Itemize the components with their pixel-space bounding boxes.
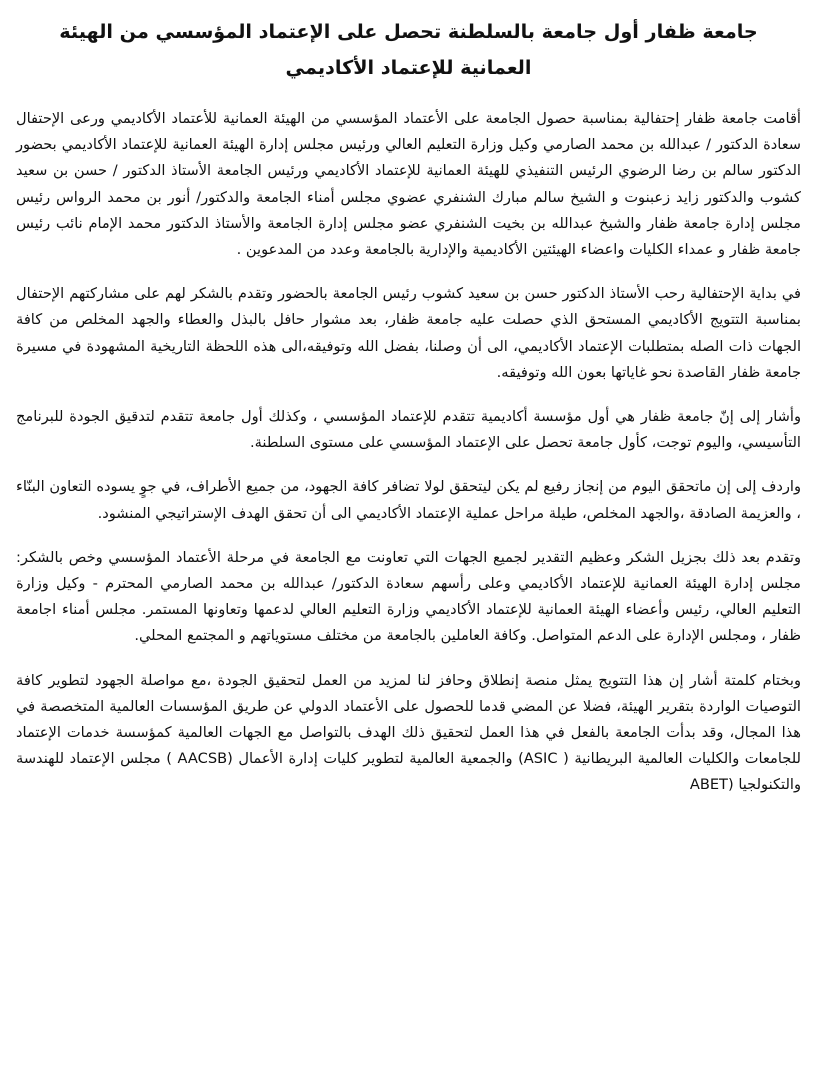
paragraph-closing: وبختام كلمتة أشار إن هذا التتويج يمثل منصة إنطلاق وحافز لنا لمزيد من العمل لتحقيق الجودة ،مع مواصلة الجهود لتطوير كافة التوصيات الواردة بتقرير الهيئة، فضلا عن المضي قدما للحصول على الأعتماد الدولي عن طريق المؤسسات العالمية المتخصصة في هذا المجال، وقد بدأت الجامعة بالفعل في هذا العمل لتحقيق ذلك الهدف بالتواصل مع الجهات العالمية كمؤسسة خدمات الإعتماد للجامعات والكليات العالمية البريطانية ( ASIC) والجمعية العالمية لتطوير كليات إدارة الأعمال (AACSB ) مجلس الإعتماد للهندسة والتكنولجيا (ABET — [16, 671, 801, 794]
paragraph-efforts: واردف إلى إن ماتحقق اليوم من إنجاز رفيع لم يكن ليتحقق لولا تضافر كافة الجهود، من جميع الأطراف، في جوٍ يسوده التعاون البنّاء ، والعزيمة الصادقة ،والجهد المخلص، طيلة مراحل عملية الإعتماد الأكاديمي الى أن تحقق الهدف الإستراتيجي المنشود. — [16, 478, 801, 522]
paragraph-ceremony: أقامت جامعة ظفار إحتفالية بمناسبة حصول الجامعة على الأعتماد المؤسسي من الهيئة العمانية للأعتماد الأكاديمي ورعى الإحتفال سعادة الدكتور / عبدالله بن محمد الصارمي وكيل وزارة التعليم العالي ورئيس مجلس إدارة الهيئة العمانية للإعتماد الأكاديمي بحضور الدكتور سالم بن رضا الرضوي الرئيس التنفيذي للهيئة العمانية للإعتماد الأكاديمي ورئيس الجامعة الأستاذ الدكتور / حسن بن سعيد كشوب والدكتور زايد زعبنوت و الشيخ سالم مبارك الشنفري عضوي مجلس أمناء الجامعة والدكتور/ أنور بن محمد الرواس رئيس مجلس إدارة جامعة ظفار والشيخ عبدالله بن بخيت الشنفري عضو مجلس إدارة الجامعة والأستاذ الدكتور محمد الإمام نائب رئيس جامعة ظفار و عمداء الكليات واعضاء الهيئتين الأكاديمية والإدارية بالجامعة وعدد من المدعوين . — [16, 110, 801, 259]
article-title: جامعة ظفار أول جامعة بالسلطنة تحصل على الإعتماد المؤسسي من الهيئة العمانية للإعتماد الأكاديمي — [59, 20, 758, 79]
paragraph-thanks: وتقدم بعد ذلك بجزيل الشكر وعظيم التقدير لجميع الجهات التي تعاونت مع الجامعة في مرحلة الأعتماد المؤسسي وخص بالشكر: مجلس إدارة الهيئة العمانية للإعتماد الأكاديمي وعلى رأسهم سعادة الدكتور/ عبدالله بن محمد الصارمي المحترم - وكيل وزارة التعليم العالي، رئيس وأعضاء الهيئة العمانية للإعتماد الأكاديمي وزارة التعليم العالي لدعمها وتعاونها المستمر. مجلس أمناء اجامعة ظفار ، ومجلس الإدارة على الدعم المتواصل. وكافة العاملين بالجامعة من مختلف مستوياتهم و المجتمع المحلي. — [16, 548, 801, 645]
paragraph-welcome: في بداية الإحتفالية رحب الأستاذ الدكتور حسن بن سعيد كشوب رئيس الجامعة بالحضور وتقدم بالشكر لهم على مشاركتهم الإحتفال بمناسبة التتويج الأكاديمي المستحق الذي حصلت عليه جامعة ظفار، بعد مشوار حافل بالبذل والعطاء والجهد المخلص من كافة الجهات ذات الصله بمتطلبات الإعتماد الأكاديمي، الى أن وصلنا، بفضل الله وتوفيقه،الى هذه اللحظة التاريخية المشهودة في مسيرة جامعة ظفار القاصدة نحو غاياتها بعون الله وتوفيقه. — [16, 285, 801, 381]
paragraph-first-university: وأشار إلى إنّ جامعة ظفار هي أول مؤسسة أكاديمية تتقدم للإعتماد المؤسسي ، وكذلك أول جامعة تتقدم لتدقيق الجودة للبرنامج التأسيسي، واليوم توجت، كأول جامعة تحصل على الإعتماد المؤسسي على مستوى السلطنة. — [16, 408, 801, 452]
